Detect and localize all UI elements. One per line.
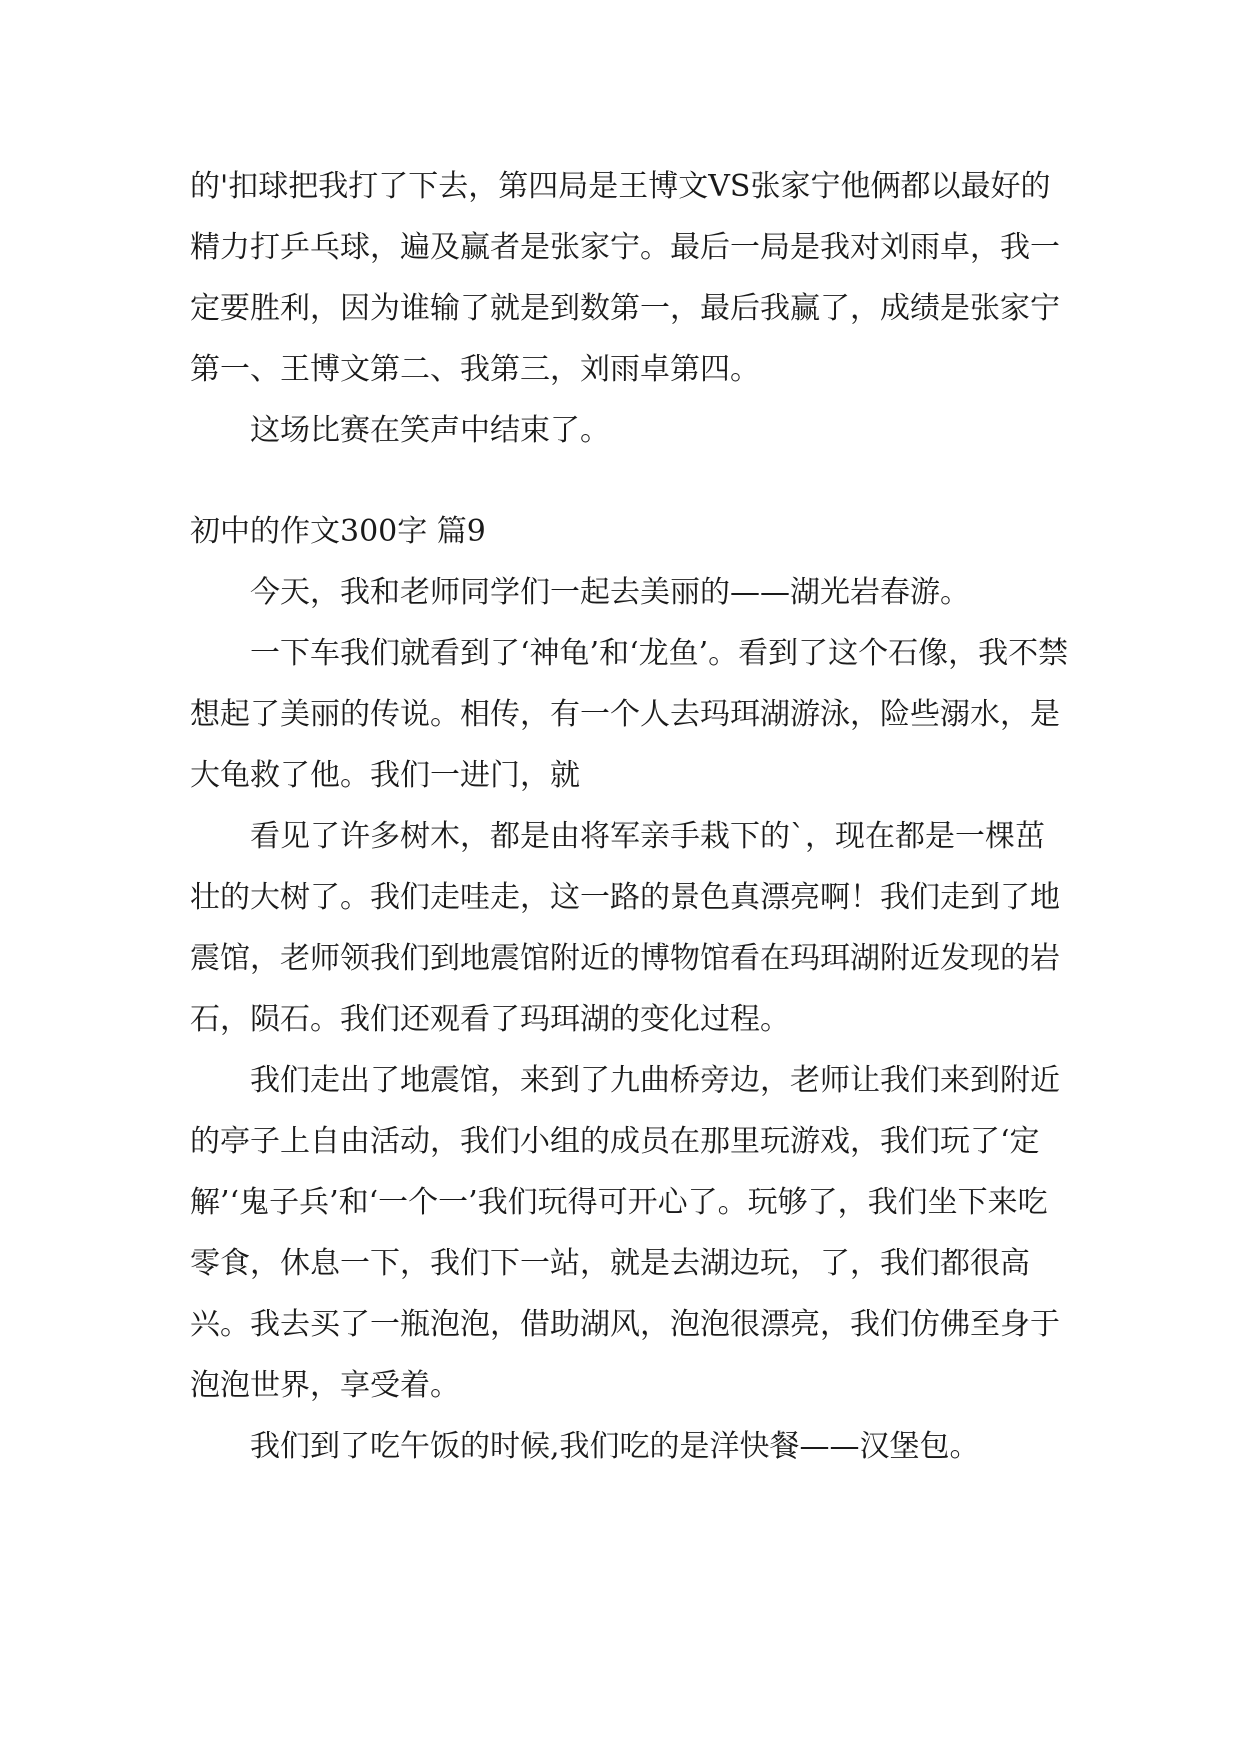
paragraph-continued: 的'扣球把我打了下去，第四局是王博文VS张家宁他俩都以最好的精力打乒乓球，遍及赢者是张家宁。最后一局是我对刘雨卓，我一定要胜利，因为谁输了就是到数第一，最后我赢了，成绩是张家宁第一、王博文第二、我第三，刘雨卓第四。 bbox=[190, 169, 1060, 387]
section-heading: 初中的作文300字 篇9 bbox=[190, 514, 486, 549]
paragraph-stone-statue: 一下车我们就看到了‘神龟’和‘龙鱼’。看到了这个石像，我不禁想起了美丽的传说。相传，有一个人去玛珥湖游泳，险些溺水，是大龟救了他。我们一进门，就 bbox=[190, 636, 1069, 793]
paragraph-ending: 这场比赛在笑声中结束了。 bbox=[250, 413, 610, 448]
paragraph-trees: 看见了许多树木，都是由将军亲手栽下的`，现在都是一棵茁壮的大树了。我们走哇走，这一路的景色真漂亮啊！我们走到了地震馆，老师领我们到地震馆附近的博物馆看在玛珥湖附近发现的岩石，陨石。我们还观看了玛珥湖的变化过程。 bbox=[190, 819, 1060, 1037]
document-body bbox=[190, 156, 1070, 1477]
paragraph-intro: 今天，我和老师同学们一起去美丽的——湖光岩春游。 bbox=[250, 575, 970, 610]
paragraph-games: 我们走出了地震馆，来到了九曲桥旁边，老师让我们来到附近的亭子上自由活动，我们小组的成员在那里玩游戏，我们玩了‘定解’‘鬼子兵’和‘一个一’我们玩得可开心了。玩够了，我们坐下来吃零食，休息一下，我们下一站，就是去湖边玩，了，我们都很高兴。我去买了一瓶泡泡，借助湖风，泡泡很漂亮，我们仿佛至身于泡泡世界，享受着。 bbox=[190, 1063, 1060, 1403]
paragraph-lunch: 我们到了吃午饭的时候,我们吃的是洋快餐——汉堡包。 bbox=[250, 1429, 980, 1464]
